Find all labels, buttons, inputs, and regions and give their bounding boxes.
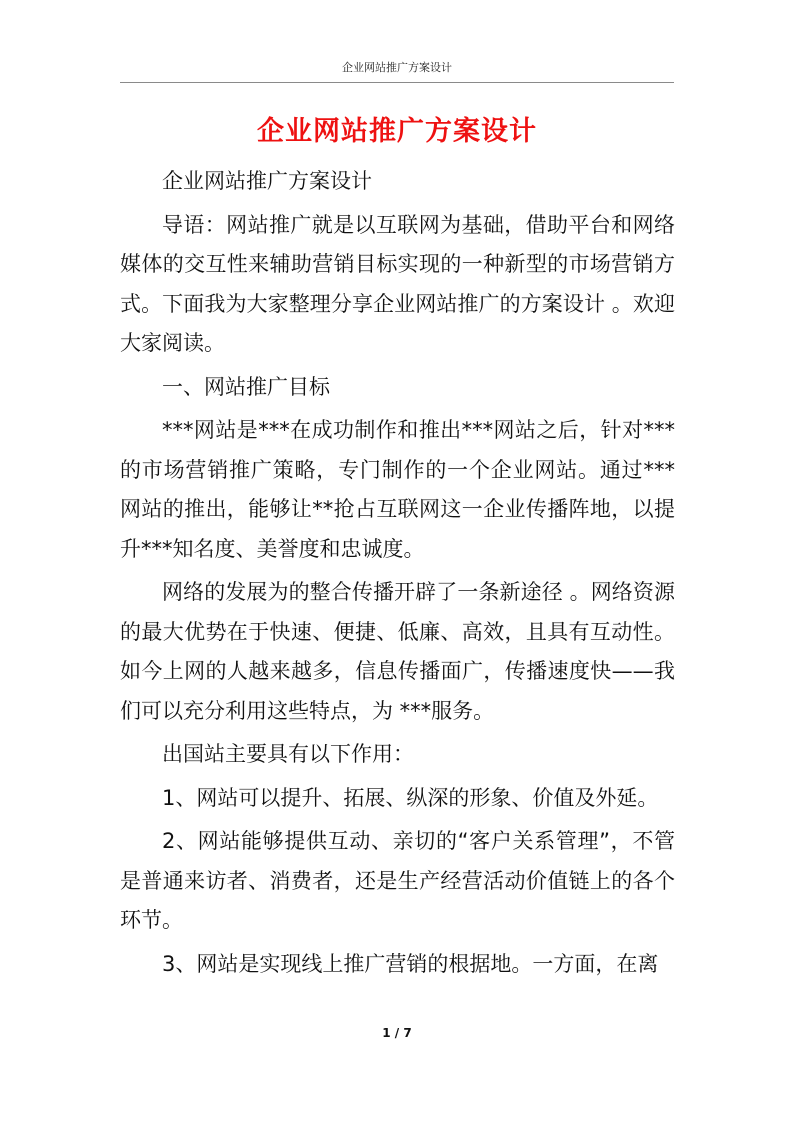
paragraph: ***网站是***在成功制作和推出***网站之后，针对***的市场营销推广策略，专门制作的一个企业网站。通过***网站的推出，能够让**抢占互联网这一企业传播阵地，以提升***知名度、美誉度和忠诚度。 — [120, 418, 675, 561]
header-divider — [120, 82, 674, 83]
document-title: 企业网站推广方案设计 — [257, 116, 537, 147]
paragraph: 导语：网站推广就是以互联网为基础，借助平台和网络媒体的交互性来辅助营销目标实现的一种新型的市场营销方式。下面我为大家整理分享企业网站推广的方案设计 。欢迎大家阅读。 — [120, 212, 675, 355]
paragraph: 出国站主要具有以下作用： — [162, 742, 414, 766]
paragraph: 网络的发展为的整合传播开辟了一条新途径 。网络资源的最大优势在于快速、便捷、低廉、高效，且具有互动性。如今上网的人越来越多，信息传播面广，传播速度快——我们可以充分利用这些特点，为 ***服务。 — [120, 580, 675, 723]
list-item: 3、网站是实现线上推广营销的根据地。一方面，在离 — [162, 951, 659, 976]
list-item: 1、网站可以提升、拓展、纵深的形象、价值及外延。 — [162, 785, 659, 810]
section-heading: 一、网站推广目标 — [162, 374, 330, 399]
list-item: 2、网站能够提供互动、亲切的“客户关系管理”，不管是普通来访者、消费者，还是生产经营活动价值链上的各个环节。 — [120, 829, 675, 932]
document-body — [120, 162, 675, 988]
paragraph: 企业网站推广方案设计 — [162, 169, 372, 193]
running-header: 企业网站推广方案设计 — [342, 61, 452, 74]
page-number: 1 / 7 — [382, 1026, 412, 1040]
